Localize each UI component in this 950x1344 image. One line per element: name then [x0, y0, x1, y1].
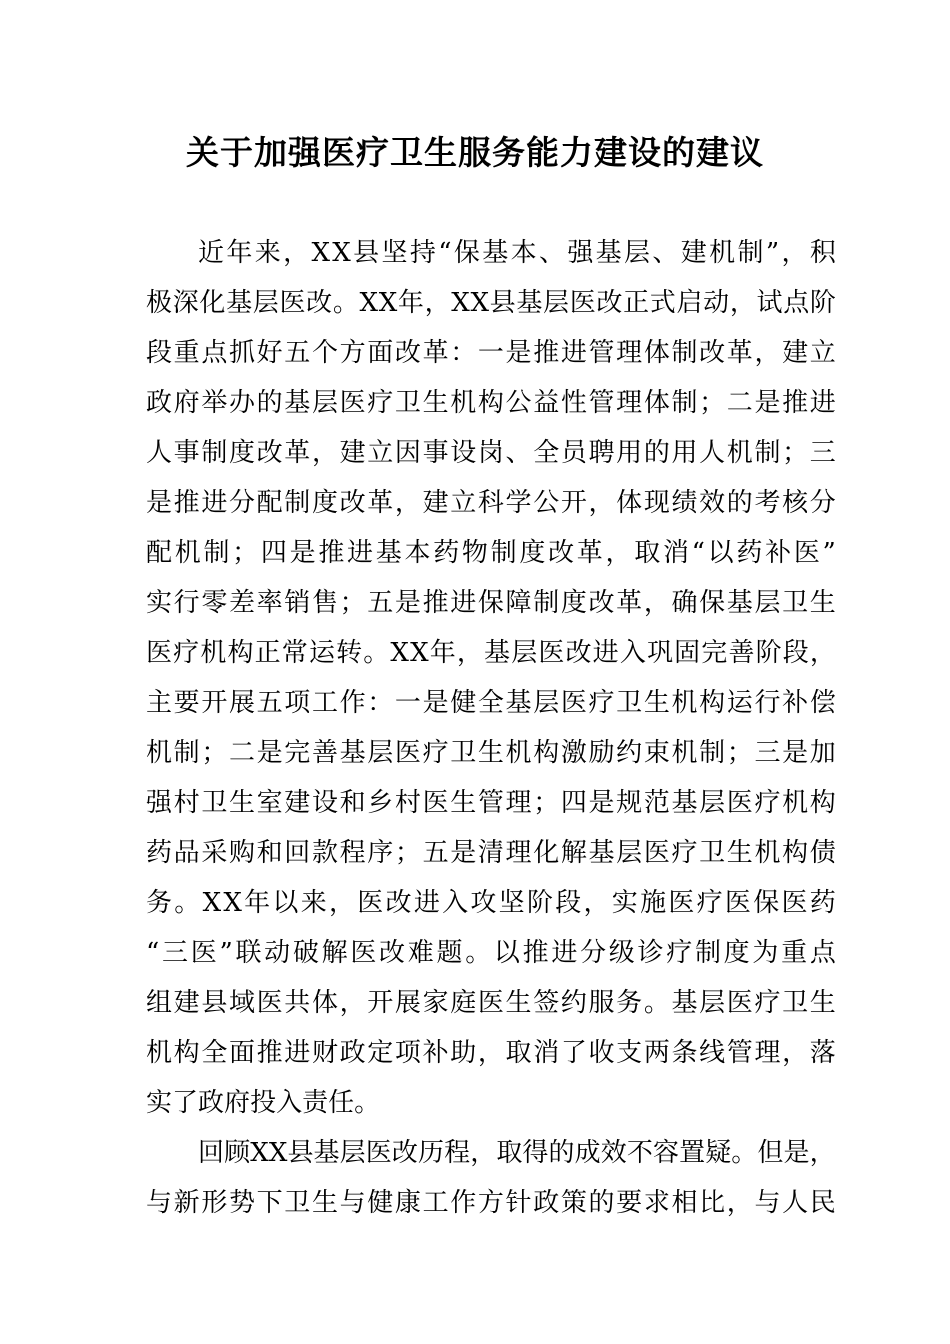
document-title: 关于加强医疗卫生服务能力建设的建议: [186, 133, 764, 172]
body-line: 人 事 制 度 改 革 ， 建 立 因 事 设 岗 、 全 员 聘 用 的 用 人 机 制 ； 三: [146, 438, 836, 468]
body-line: 药 品 采 购 和 回 款 程 序 ； 五 是 清 理 化 解 基 层 医 疗 卫 生 机 构 债: [146, 838, 836, 868]
body-line: 段 重 点 抓 好 五 个 方 面 改 革 ： 一 是 推 进 管 理 体 制 改 革 ， 建 立: [146, 338, 836, 368]
body-line: 实 了 政 府 投 入 责 任 。: [146, 1088, 381, 1118]
body-line: 组 建 县 域 医 共 体 ， 开 展 家 庭 医 生 签 约 服 务 。 基 层 医 疗 卫 生: [146, 988, 836, 1018]
body-line: 回 顾 X X 县 基 层 医 改 历 程 ， 取 得 的 成 效 不 容 置 疑 。 但 是 ，: [198, 1138, 836, 1168]
body-line: 是 推 进 分 配 制 度 改 革 ， 建 立 科 学 公 开 ， 体 现 绩 效 的 考 核 分: [146, 488, 836, 518]
body-line: 强 村 卫 生 室 建 设 和 乡 村 医 生 管 理 ； 四 是 规 范 基 层 医 疗 机 构: [146, 788, 836, 818]
body-line: 医 疗 机 构 正 常 运 转 。 X X 年 ， 基 层 医 改 进 入 巩 固 完 善 阶 段 ，: [146, 638, 836, 668]
body-line: 政 府 举 办 的 基 层 医 疗 卫 生 机 构 公 益 性 管 理 体 制 ； 二 是 推 进: [146, 388, 836, 418]
body-line: 务 。 X X 年 以 来 ， 医 改 进 入 攻 坚 阶 段 ， 实 施 医 疗 医 保 医 药: [146, 888, 836, 918]
body-line: “ 三 医 ” 联 动 破 解 医 改 难 题 。 以 推 进 分 级 诊 疗 制 度 为 重 点: [146, 938, 836, 968]
body-line: 实 行 零 差 率 销 售 ； 五 是 推 进 保 障 制 度 改 革 ， 确 保 基 层 卫 生: [146, 588, 836, 618]
body-line: 机 制 ； 二 是 完 善 基 层 医 疗 卫 生 机 构 激 励 约 束 机 制 ； 三 是 加: [146, 738, 836, 768]
body-line: 与 新 形 势 下 卫 生 与 健 康 工 作 方 针 政 策 的 要 求 相 比 ， 与 人 民: [146, 1188, 836, 1218]
body-line: 配 机 制 ； 四 是 推 进 基 本 药 物 制 度 改 革 ， 取 消 “ 以 药 补 医 ”: [146, 538, 836, 568]
body-line: 机 构 全 面 推 进 财 政 定 项 补 助 ， 取 消 了 收 支 两 条 线 管 理 ， 落: [146, 1038, 836, 1068]
body-line: 主 要 开 展 五 项 工 作 ： 一 是 健 全 基 层 医 疗 卫 生 机 构 运 行 补 偿: [146, 688, 836, 718]
body-line: 极 深 化 基 层 医 改 。 X X 年 ， X X 县 基 层 医 改 正 式 启 动 ， 试 点 阶: [146, 288, 836, 318]
document-body: [146, 228, 836, 1228]
body-line: 近 年 来 ， X X 县 坚 持 “ 保 基 本 、 强 基 层 、 建 机 制 ” ， 积: [198, 238, 836, 268]
